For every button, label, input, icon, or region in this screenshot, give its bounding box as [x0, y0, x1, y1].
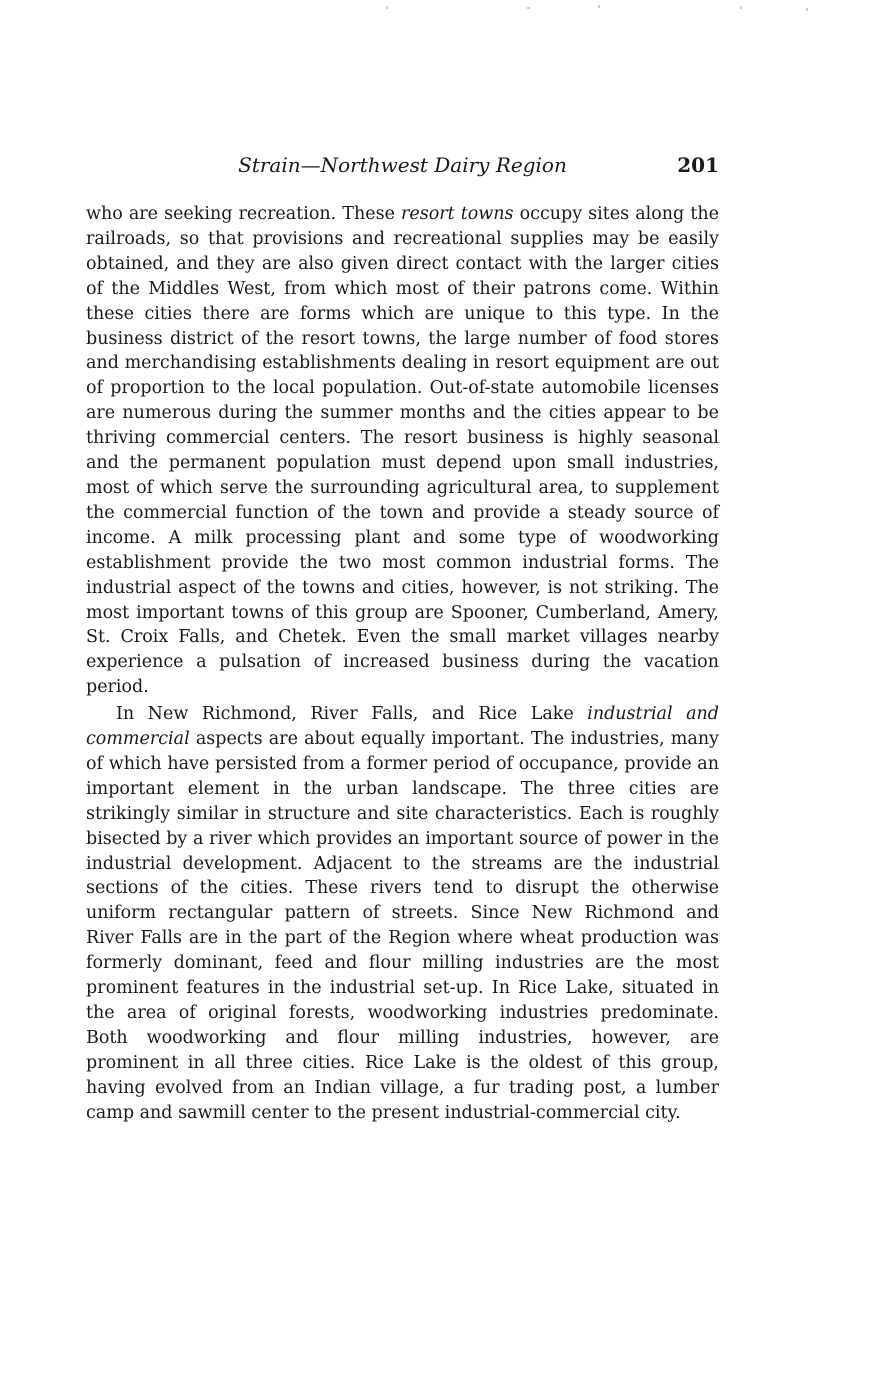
scan-speck	[598, 5, 600, 8]
paragraph-text: aspects are about equally important. The industries, many of which have persisted from a former period of occupance, provide an important element in the urban landscape. The three cities are strikingly similar in structure and site characteristics. Each is roughly bisected by a river which provides an important source of power in the industrial development. Adjacent to the streams are the industrial sections of the cities. These rivers tend to disrupt the otherwise uniform rectangular pattern of streets. Since New Richmond and River Falls are in the part of the Region where wheat production was formerly dominant, feed and flour milling industries are the most prominent features in the industrial set-up. In Rice Lake, situated in the area of original forests, woodworking industries predominate. Both woodworking and flour milling industries, however, are prominent in all three cities. Rice Lake is the oldest of this group, having evolved from an Indian village, a fur trading post, a lumber camp and sawmill center to the present industrial-commercial city.	[86, 729, 719, 1123]
emphasis-text: resort towns	[401, 204, 514, 224]
paragraph	[86, 702, 719, 1125]
page-number: 201	[677, 153, 719, 177]
paragraph-text: occupy sites along the railroads, so that provisions and recreational supplies may be easily obtained, and they are also given direct contact with the larger cities of the Middles West, from which most of their patrons come. Within these cities there are forms which are unique to this type. In the business district of the resort towns, the large number of food stores and merchandising establishments dealing in resort equipment are out of proportion to the local population. Out-of-state automobile licenses are numerous during the summer months and the cities appear to be thriving commercial centers. The resort business is highly seasonal and the permanent population must depend upon small industries, most of which serve the surrounding agricultural area, to supplement the commercial function of the town and provide a steady source of income. A milk processing plant and some type of woodworking establishment provide the two most common industrial forms. The industrial aspect of the towns and cities, however, is not striking. The most important towns of this group are Spooner, Cumberland, Amery, St. Croix Falls, and Chetek. Even the small market villages nearby experience a pulsation of increased business during the vacation period.	[86, 204, 719, 698]
paragraph-text: who are seeking recreation. These	[86, 204, 402, 224]
scan-speck	[806, 8, 808, 11]
scan-speck	[527, 7, 530, 9]
body-text	[86, 202, 719, 1126]
running-head	[86, 150, 719, 180]
paragraph	[86, 202, 719, 700]
emphasis-text: industrial and commercial	[86, 704, 719, 750]
running-title: Strain—Northwest Dairy Region	[238, 153, 567, 177]
scan-speck	[740, 6, 742, 9]
paragraph-text: In New Richmond, River Falls, and Rice Lake	[116, 704, 588, 725]
scan-speck	[386, 6, 388, 9]
